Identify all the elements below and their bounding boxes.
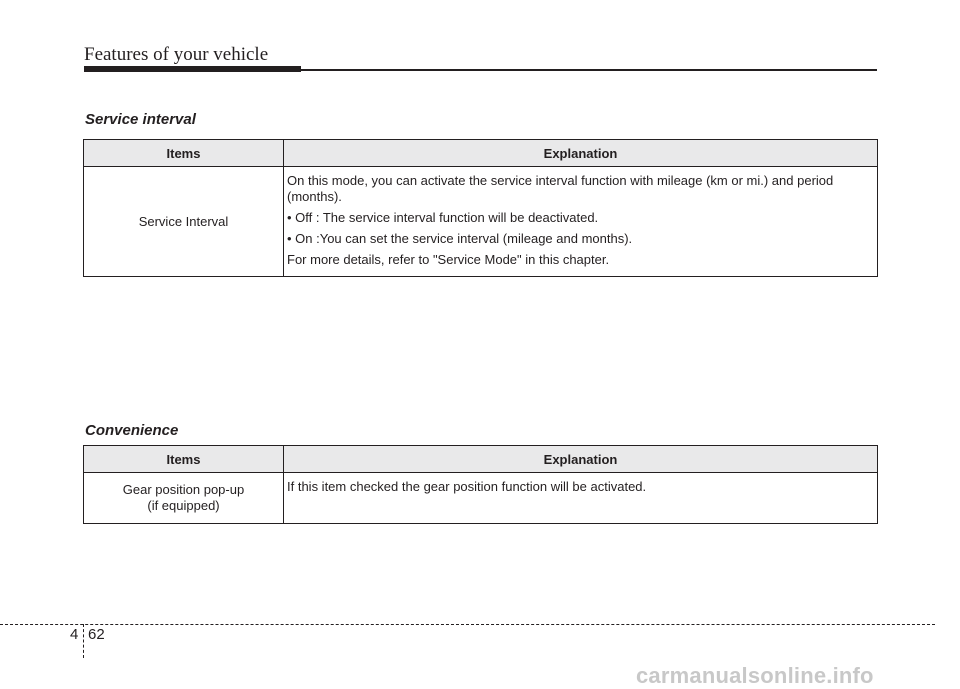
column-header-items: Items <box>84 140 284 167</box>
table-row <box>84 167 878 277</box>
explanation-bullet-off: • Off : The service interval function will be deactivated. <box>287 210 599 225</box>
column-header-explanation: Explanation <box>284 140 878 167</box>
service-interval-table <box>83 139 878 277</box>
chapter-number: 4 <box>70 626 79 643</box>
watermark: carmanualsonline.info <box>636 663 874 688</box>
footer-dashed-rule <box>0 624 935 625</box>
page-number: 62 <box>88 626 105 643</box>
table-row <box>84 473 878 524</box>
explanation-reference: For more details, refer to "Service Mode" in this chapter. <box>287 252 610 267</box>
section-heading-convenience: Convenience <box>85 422 179 439</box>
item-label: Gear position pop-up <box>122 482 245 497</box>
header-rule-thin <box>301 69 877 71</box>
footer-dashed-divider <box>83 624 84 658</box>
table-header-row <box>84 446 878 473</box>
item-cell <box>84 473 284 524</box>
explanation-bullet-on: • On :You can set the service interval (mileage and months). <box>287 231 633 246</box>
page-header-title: Features of your vehicle <box>84 44 269 65</box>
explanation-text: On this mode, you can activate the service interval function with mileage (km or mi.) and period (months). <box>287 173 834 204</box>
column-header-explanation: Explanation <box>284 446 878 473</box>
item-cell: Service Interval <box>84 167 284 277</box>
section-heading-service-interval: Service interval <box>85 111 196 128</box>
table-header-row <box>84 140 878 167</box>
header-rule-thick <box>84 66 301 72</box>
explanation-cell <box>284 167 878 277</box>
convenience-table <box>83 445 878 524</box>
column-header-items: Items <box>84 446 284 473</box>
explanation-cell: If this item checked the gear position function will be activated. <box>284 473 878 524</box>
item-note: (if equipped) <box>147 498 220 513</box>
